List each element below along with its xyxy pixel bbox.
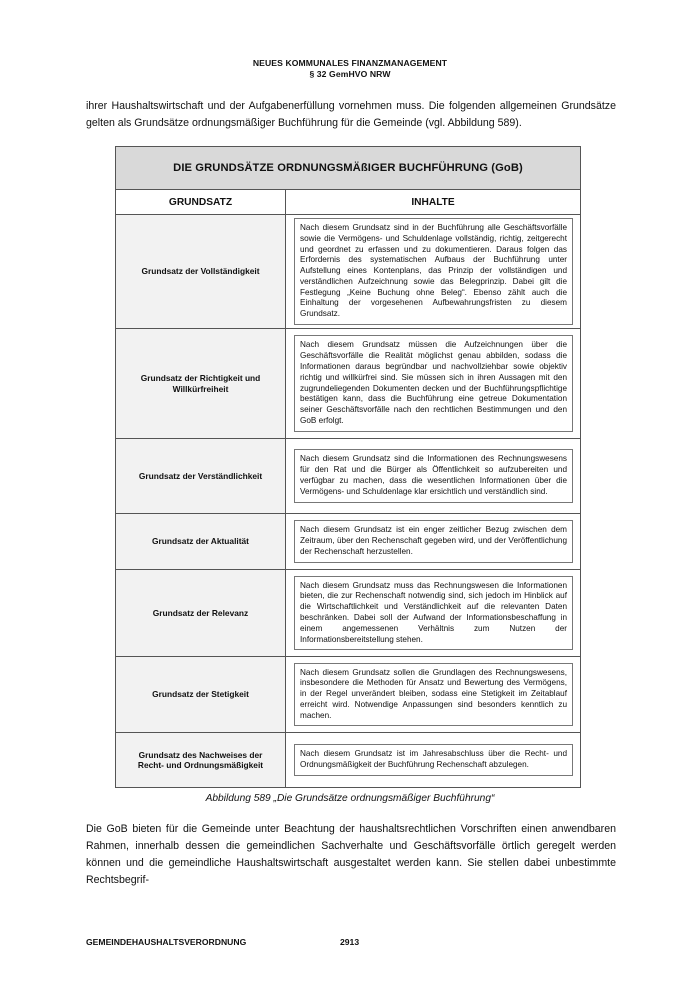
principle-label: Grundsatz der Verständlichkeit bbox=[116, 439, 286, 514]
principle-label: Grundsatz der Relevanz bbox=[116, 570, 286, 657]
table-row bbox=[116, 329, 581, 439]
page-header bbox=[0, 58, 700, 80]
outro-paragraph: Die GoB bieten für die Gemeinde unter Beachtung der haushaltsrechtlichen Vorschriften einen anwendbaren Rahmen, innerhalb dessen die gemeindlichen Sachverhalte und Geschäftsvorfälle örtlich geregelt werden können und die gemeindliche Haushaltswirtschaft ausgestaltet werden kann. Sie stellen dabei unbestimmte Rechtsbegrif- bbox=[86, 823, 616, 886]
table-title: DIE GRUNDSÄTZE ORDNUNGSMÄßIGER BUCHFÜHRUNG (GoB) bbox=[116, 147, 581, 190]
table-row bbox=[116, 733, 581, 788]
principle-label: Grundsatz der Vollständigkeit bbox=[116, 215, 286, 329]
principle-content: Nach diesem Grundsatz ist ein enger zeitlicher Bezug zwischen dem Zeitraum, über den Rechenschaft gegeben wird, und der Veröffentlichung der Rechenschaft herzustellen. bbox=[294, 520, 573, 562]
principle-content: Nach diesem Grundsatz müssen die Aufzeichnungen über die Geschäftsvorfälle die Realität möglichst genau abbilden, sodass die Informationen daraus begründbar und nachvollziehbar sowie objektiv richtig und willkürfrei sind. Sie müssen sich in ihren Aussagen mit den zugrundeliegenden Dokumenten decken und der Buchführungspflichtige bestätigen kann, dass die Buchführung eine getreue Dokumentation seiner Geschäftsvorfälle nach den rechtlichen Bestimmungen und den GoB erfolgt. bbox=[294, 335, 573, 431]
gob-table bbox=[115, 146, 581, 788]
principle-label: Grundsatz der Richtigkeit und Willkürfreiheit bbox=[116, 329, 286, 439]
table-row bbox=[116, 657, 581, 733]
principle-content: Nach diesem Grundsatz sollen die Grundlagen des Rechnungswesens, insbesondere die Methoden für Ansatz und Bewertung des Vermögens, in der Regel unverändert bleiben, sodass eine Stetigkeit im Zeitablauf erreicht wird. Notwendige Anpassungen sind besonders kenntlich zu machen. bbox=[294, 663, 573, 727]
principle-label: Grundsatz des Nachweises der Recht- und Ordnungsmäßigkeit bbox=[116, 733, 286, 788]
column-header-content: INHALTE bbox=[286, 190, 581, 215]
principle-content: Nach diesem Grundsatz sind in der Buchführung alle Geschäftsvorfälle sowie die Vermögens- und Schuldenlage vollständig, richtig, zeitgerecht und geordnet zu erfassen und zu dokumentieren. Daraus folgen das Erfordernis des systematischen Aufbaus der Buchführung unter Aufstellung eines Kontenplans, das Prinzip der vollständigen und verständlichen Aufzeichnung sowie das Belegprinzip. Dabei gilt die Festlegung „Keine Buchung ohne Beleg“. Ebenso zählt auch die Einhaltung der vorgesehenen Aufbewahrungsfristen zu diesem Grundsatz. bbox=[294, 218, 573, 325]
principle-content: Nach diesem Grundsatz sind die Informationen des Rechnungswesens für den Rat und die Bürger als Öffentlichkeit so aufzubereiten und verfügbar zu machen, dass die wesentlichen Informationen über die Vermögens- und Schuldenlage klar ersichtlich und verständlich sind. bbox=[294, 449, 573, 502]
table-header-row bbox=[116, 190, 581, 215]
table-row bbox=[116, 439, 581, 514]
page-number: 2913 bbox=[340, 937, 360, 947]
header-section: § 32 GemHVO NRW bbox=[309, 69, 391, 79]
intro-paragraph: ihrer Haushaltswirtschaft und der Aufgabenerfüllung vornehmen muss. Die folgenden allgemeinen Grundsätze gelten als Grundsätze ordnungsmäßiger Buchführung für die Gemeinde (vgl. Abbildung 589). bbox=[86, 100, 616, 129]
principle-content: Nach diesem Grundsatz ist im Jahresabschluss über die Recht- und Ordnungsmäßigkeit der Buchführung Rechenschaft abzulegen. bbox=[294, 744, 573, 776]
footer-title: GEMEINDEHAUSHALTSVERORDNUNG bbox=[86, 937, 247, 947]
principle-content: Nach diesem Grundsatz muss das Rechnungswesen die Informationen bieten, die zur Rechenschaft notwendig sind, sich jedoch im Hinblick auf die Wirtschaftlichkeit und Verständlichkeit auf die relevanten Daten beschränken. Dabei soll der Aufwand der Informationsbeschaffung in einem angemessenen Verhältnis zum Nutzen der Informationsbereitstellung stehen. bbox=[294, 576, 573, 651]
header-title: NEUES KOMMUNALES FINANZMANAGEMENT bbox=[252, 58, 448, 68]
table-row bbox=[116, 570, 581, 657]
table-row bbox=[116, 514, 581, 570]
principle-label: Grundsatz der Stetigkeit bbox=[116, 657, 286, 733]
table-title-row bbox=[116, 147, 581, 190]
figure-caption: Abbildung 589 „Die Grundsätze ordnungsmäßiger Buchführung“ bbox=[205, 793, 495, 804]
column-header-principle: GRUNDSATZ bbox=[116, 190, 286, 215]
table-row bbox=[116, 215, 581, 329]
principle-label: Grundsatz der Aktualität bbox=[116, 514, 286, 570]
